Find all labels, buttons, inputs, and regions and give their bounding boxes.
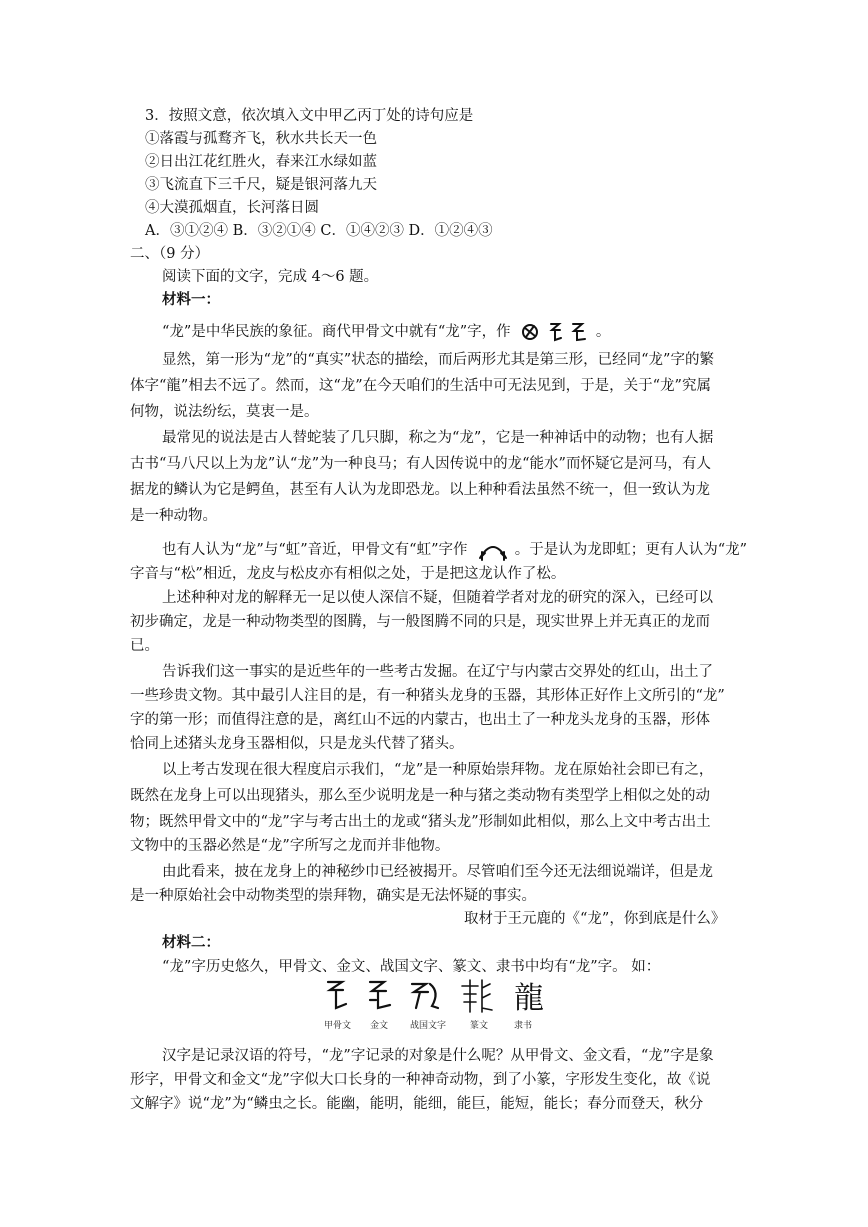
clerical-script-glyph: 龍 bbox=[514, 981, 544, 1016]
q3-option-3: ③飞流直下三千尺，疑是银河落九天 bbox=[145, 177, 377, 193]
q3-stem: 3．按照文意，依次填入文中甲乙丙丁处的诗句应是 bbox=[145, 108, 474, 124]
oracle-dragon-glyphs-icon bbox=[519, 320, 591, 344]
oracle-rainbow-glyph-icon bbox=[476, 538, 510, 562]
q3-option-2: ②日出江花红胜火，春来江水绿如蓝 bbox=[145, 154, 377, 170]
material-1-line-4: 何物，说法纷纭，莫衷一是。 bbox=[130, 404, 319, 420]
script-label-seal: 篆文 bbox=[470, 1021, 489, 1031]
material-2-line-1: 汉字是记录汉语的符号，“龙”字记录的对象是什么呢？从甲骨文、金文看，“龙”字是象 bbox=[162, 1048, 714, 1064]
script-label-warring-states: 战国文字 bbox=[410, 1021, 447, 1031]
material-2-line-2: 形字，甲骨文和金文“龙”字似大口长身的一种神奇动物，到了小篆，字形发生变化，故《说 bbox=[130, 1072, 711, 1088]
dragon-script-glyphs-icon bbox=[300, 970, 560, 1020]
section-heading: 二、（9 分） bbox=[130, 246, 210, 262]
material-1-line-1-period: 。 bbox=[595, 324, 611, 340]
material-1-line-3: 体字“龍”相去不远了。然而，这“龙”在今天咱们的生活中可无法见到，于是，关于“龙”究属 bbox=[130, 378, 711, 394]
material-1-line-21: 文物中的玉器必然是“龙”字所写之龙而并非他物。 bbox=[130, 838, 450, 854]
material-1-line-17: 恰同上述猪头龙身玉器相似，只是龙头代替了猪头。 bbox=[130, 736, 464, 752]
material-2-line-3: 文解字》说“龙”为“鳞虫之长。能幽，能明，能细，能巨，能短，能长；春分而登天，秋分 bbox=[130, 1096, 704, 1112]
material-1-line-13: 已。 bbox=[130, 638, 159, 654]
material-1-line-15: 一些珍贵文物。其中最引人注目的是，有一种猪头龙身的玉器，其形体正好作上文所引的“龙” bbox=[130, 688, 725, 704]
q3-answer-choices: A．③①②④ B．③②①④ C．①④②③ D．①②④③ bbox=[145, 223, 493, 239]
material-1-line-1 bbox=[162, 320, 610, 344]
script-label-bronze: 金文 bbox=[370, 1021, 389, 1031]
material-1-line-12: 初步确定，龙是一种动物类型的图腾，与一般图腾不同的只是，现实世界上并无真正的龙而 bbox=[130, 614, 710, 630]
material-1-line-20: 物；既然甲骨文中的“龙”字与考古出土的龙或“猪头龙”形制如此相似，那么上文中考古出土 bbox=[130, 814, 711, 830]
material-1-line-19: 既然在龙身上可以出现猪头，那么至少说明龙是一种与猪之类动物有类型学上相似之处的动 bbox=[130, 788, 710, 804]
material-1-title: 材料一： bbox=[162, 291, 220, 308]
material-1-line-11: 上述种种对龙的解释无一足以使人深信不疑，但随着学者对龙的研究的深入，已经可以 bbox=[162, 590, 713, 606]
material-1-line-7: 据龙的鳞认为它是鳄鱼，甚至有人认为龙即恐龙。以上种种看法虽然不统一，但一致认为龙 bbox=[130, 482, 710, 498]
material-1-source: 取材于王元鹿的《“龙”，你到底是什么》 bbox=[464, 911, 726, 927]
material-1-line-9-text: 也有人认为“龙”与“虹”音近，甲骨文有“虹”字作 bbox=[162, 542, 468, 558]
material-1-line-16: 字的第一形；而值得注意的是，离红山不远的内蒙古，也出土了一种龙头龙身的玉器，形体 bbox=[130, 712, 710, 728]
script-label-oracle: 甲骨文 bbox=[324, 1021, 352, 1031]
dragon-script-forms bbox=[300, 970, 560, 1040]
material-2-first-line: “龙”字历史悠久，甲骨文、金文、战国文字、篆文、隶书中均有“龙”字。 如： bbox=[162, 959, 661, 975]
material-1-line-5: 最常见的说法是古人替蛇装了几只脚，称之为“龙”，它是一种神话中的动物；也有人据 bbox=[162, 430, 714, 446]
material-1-line-23: 是一种原始社会中动物类型的崇拜物，确实是无法怀疑的事实。 bbox=[130, 888, 536, 904]
material-1-line-2: 显然，第一形为“龙”的“真实”状态的描绘，而后两形尤其是第三形，已经同“龙”字的繁 bbox=[162, 352, 714, 368]
material-1-line-18: 以上考古发现在很大程度启示我们，“龙”是一种原始崇拜物。龙在原始社会即已有之， bbox=[162, 762, 714, 778]
script-label-clerical: 隶书 bbox=[514, 1021, 533, 1031]
material-1-line-9-tail: 。于是认为龙即虹；更有人认为“龙” bbox=[514, 542, 748, 558]
q3-option-4: ④大漠孤烟直，长河落日圆 bbox=[145, 200, 319, 216]
material-1-line-6: 古书“马八尺以上为龙”认“龙”为一种良马；有人因传说中的龙“能水”而怀疑它是河马，有人 bbox=[130, 456, 711, 472]
material-1-line-14: 告诉我们这一事实的是近些年的一些考古发掘。在辽宁与内蒙古交界处的红山，出土了 bbox=[162, 664, 713, 680]
material-2-title: 材料二： bbox=[162, 934, 220, 951]
material-1-line-8: 是一种动物。 bbox=[130, 508, 217, 524]
material-1-line-9 bbox=[162, 538, 747, 562]
section-intro: 阅读下面的文字，完成 4～6 题。 bbox=[162, 269, 379, 285]
material-1-line-10: 字音与“松”相近，龙皮与松皮亦有相似之处，于是把这龙认作了松。 bbox=[130, 566, 566, 582]
q3-option-1: ①落霞与孤鹜齐飞，秋水共长天一色 bbox=[145, 131, 377, 147]
material-1-line-22: 由此看来，披在龙身上的神秘纱巾已经被揭开。尽管咱们至今还无法细说端详，但是龙 bbox=[162, 864, 713, 880]
material-1-line-1-text: “龙”是中华民族的象征。商代甲骨文中就有“龙”字，作 bbox=[162, 324, 511, 340]
